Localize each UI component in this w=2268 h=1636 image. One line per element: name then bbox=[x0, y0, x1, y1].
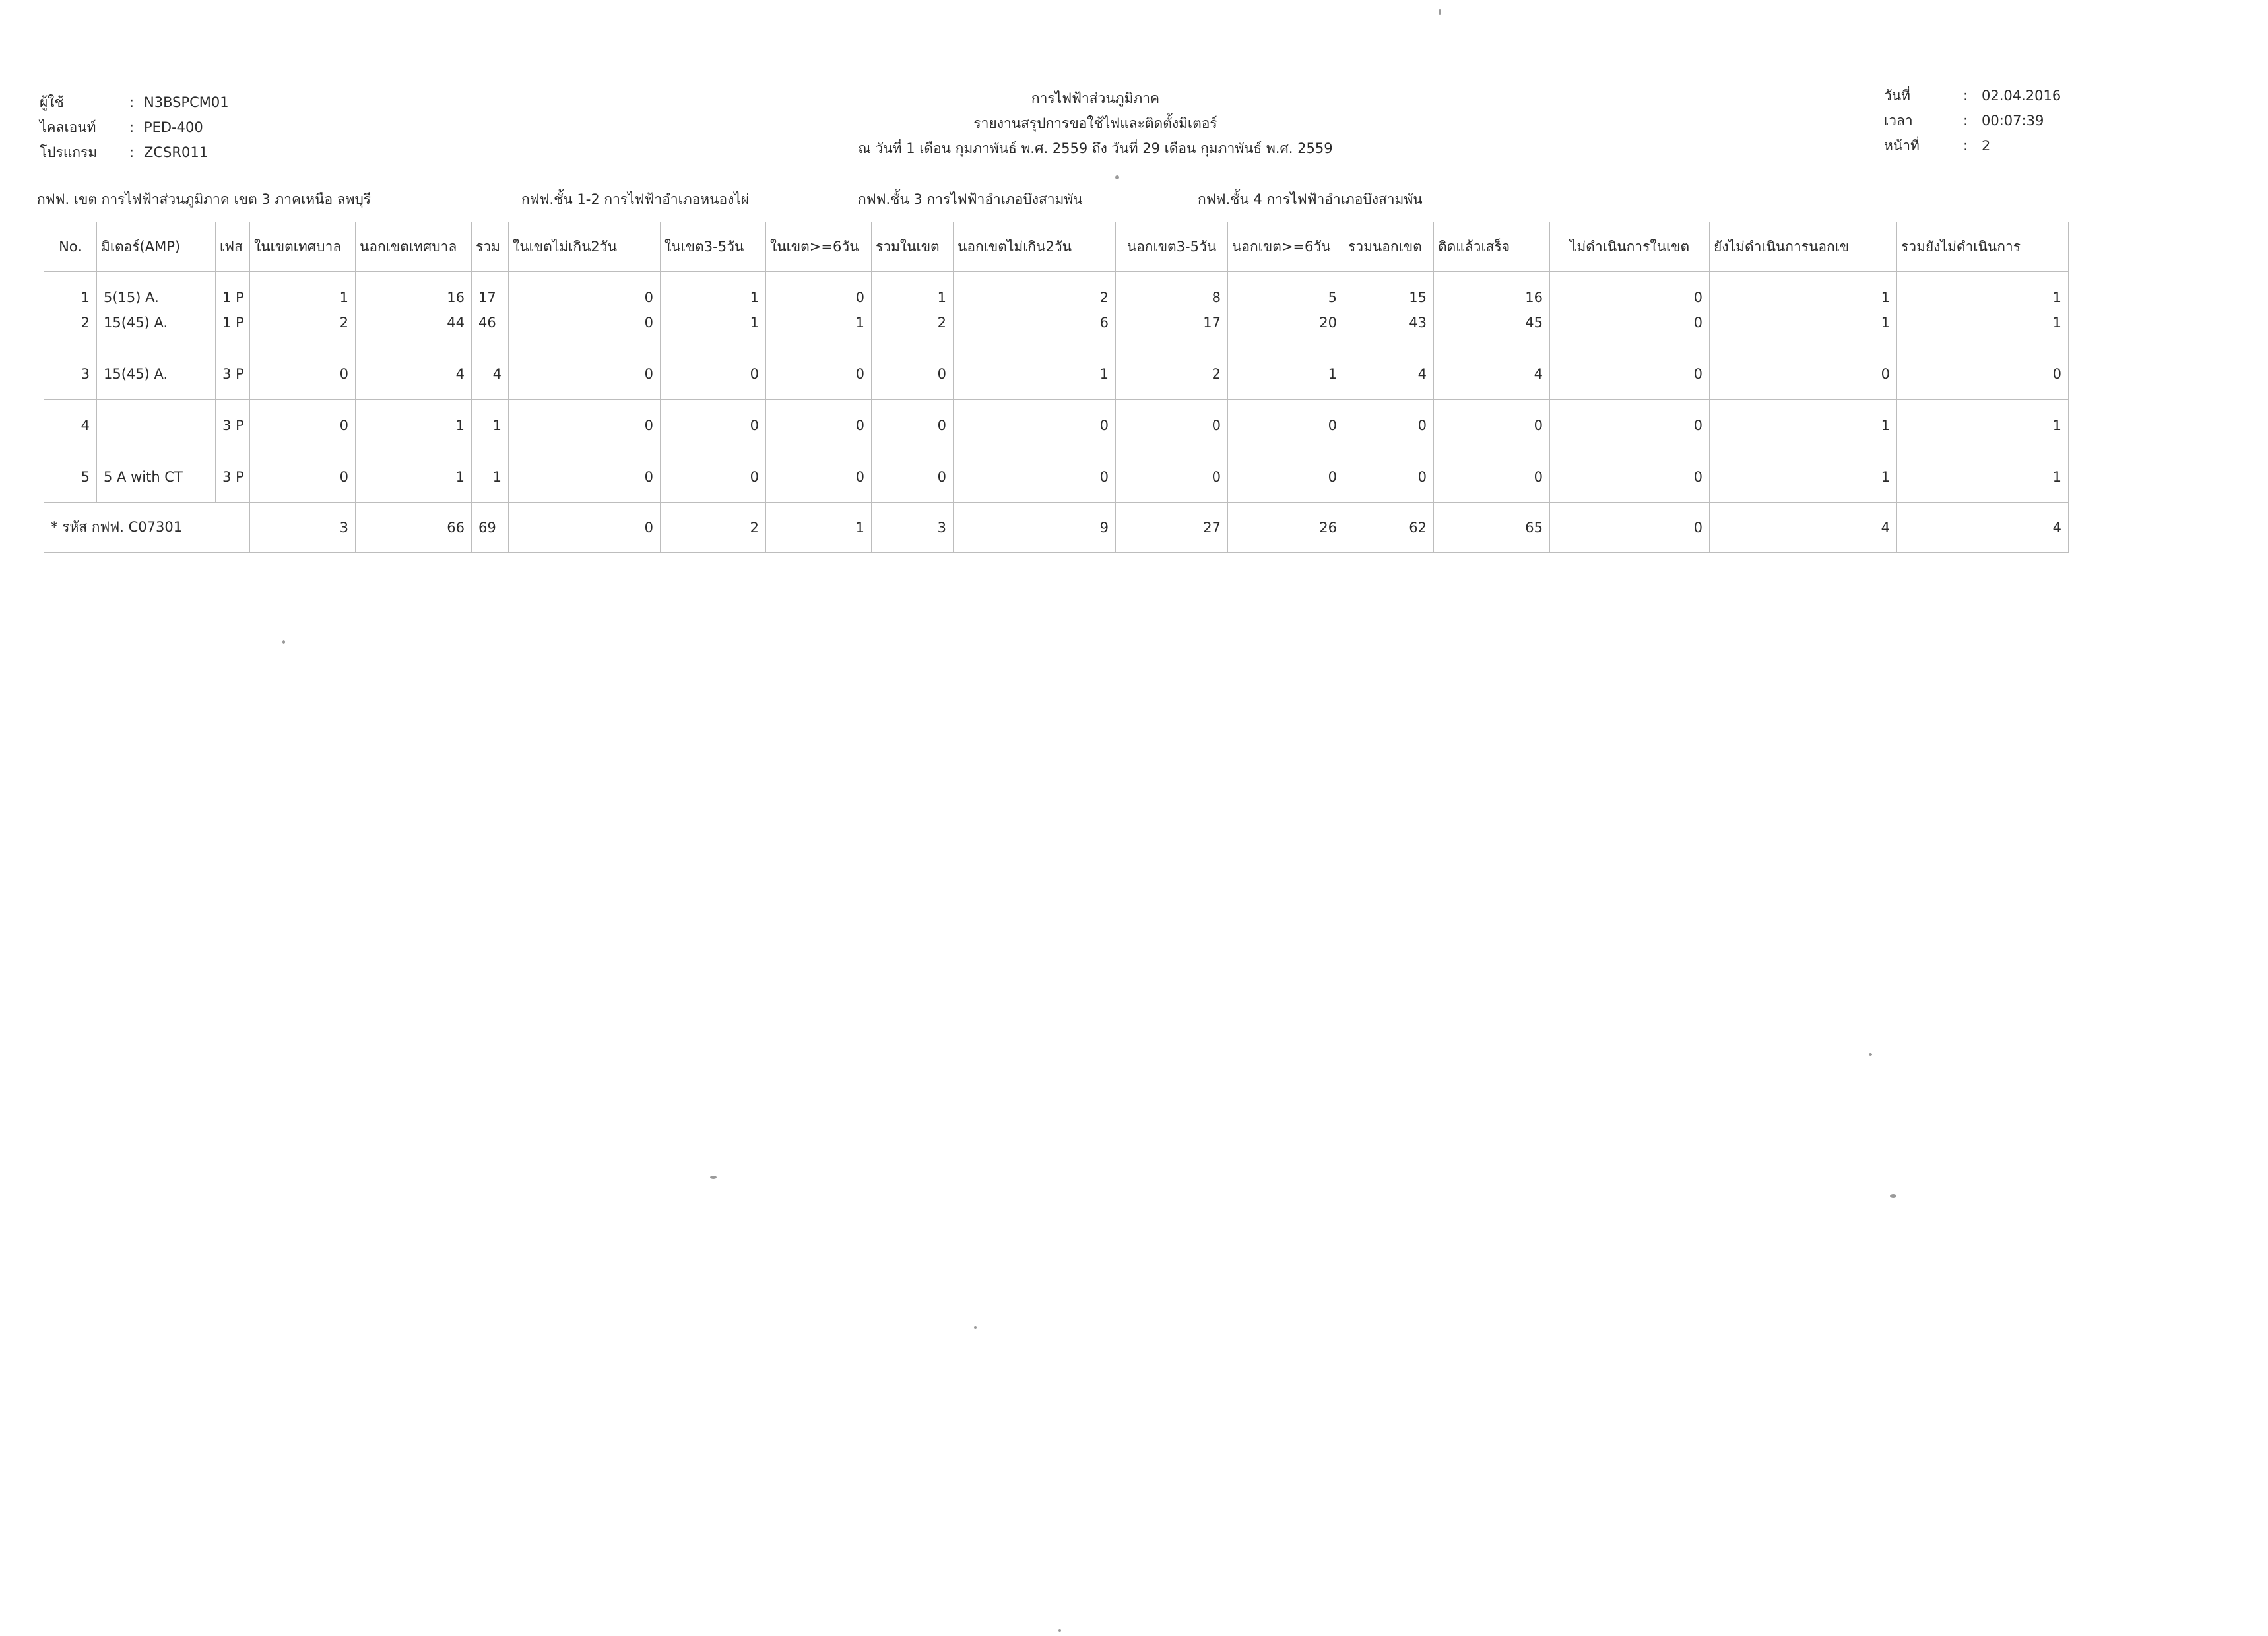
cell-total: 1 bbox=[472, 400, 509, 451]
table-row bbox=[44, 400, 2069, 451]
col-header: รวม bbox=[472, 222, 509, 272]
col-header: ยังไม่ดำเนินการนอกเข bbox=[1710, 222, 1897, 272]
region-zone: กฟฟ. เขต การไฟฟ้าส่วนภูมิภาค เขต 3 ภาคเหนือ ลพบุรี bbox=[37, 191, 372, 207]
table-row bbox=[44, 451, 2069, 503]
cell-not-in: 0 bbox=[1550, 451, 1710, 503]
cell-total: 17 46 bbox=[472, 272, 509, 348]
time-row: เวลา : 00:07:39 bbox=[1884, 108, 2061, 133]
cell-in-total: 1 2 bbox=[872, 272, 954, 348]
cell-out-3-5: 0 bbox=[1116, 400, 1228, 451]
client-row: ไคลเอนท์ : PED-400 bbox=[40, 115, 229, 140]
cell-out-total: 15 43 bbox=[1344, 272, 1434, 348]
cell-in-ge6: 1 bbox=[766, 503, 872, 553]
org-name: การไฟฟ้าส่วนภูมิภาค bbox=[1031, 90, 1160, 106]
col-header: นอกเขตไม่เกิน2วัน bbox=[954, 222, 1116, 272]
col-header: รวมนอกเขต bbox=[1344, 222, 1434, 272]
cell-not-out: 1 bbox=[1710, 451, 1897, 503]
client-label: ไคลเอนท์ bbox=[40, 119, 96, 135]
cell-meter: 15(45) A. bbox=[97, 348, 216, 400]
user-label: ผู้ใช้ bbox=[40, 94, 64, 110]
cell-not-total: 0 bbox=[1897, 348, 2069, 400]
cell-in-3-5: 2 bbox=[661, 503, 766, 553]
total-row-label: * รหัส กฟฟ. C07301 bbox=[44, 503, 250, 553]
header-center-block bbox=[759, 86, 1432, 161]
cell-not-in: 0 0 bbox=[1550, 272, 1710, 348]
scan-speck bbox=[1439, 9, 1441, 15]
cell-done: 0 bbox=[1434, 451, 1550, 503]
cell-done: 0 bbox=[1434, 400, 1550, 451]
scan-speck bbox=[710, 1176, 717, 1179]
cell-not-total: 1 bbox=[1897, 400, 2069, 451]
cell-out-ge6: 0 bbox=[1228, 451, 1344, 503]
cell-no: 3 bbox=[44, 348, 97, 400]
date-label: วันที่ bbox=[1884, 88, 1910, 104]
cell-done: 16 45 bbox=[1434, 272, 1550, 348]
cell-in-muni: 0 bbox=[250, 400, 356, 451]
scan-speck bbox=[974, 1326, 977, 1329]
cell-in-ge6: 0 bbox=[766, 451, 872, 503]
cell-not-out: 1 bbox=[1710, 400, 1897, 451]
scan-speck bbox=[1890, 1194, 1896, 1198]
region-level3: กฟฟ.ชั้น 3 การไฟฟ้าอำเภอบึงสามพัน bbox=[858, 191, 1083, 207]
cell-out-muni: 66 bbox=[356, 503, 472, 553]
cell-in-3-5: 0 bbox=[661, 348, 766, 400]
cell-not-out: 4 bbox=[1710, 503, 1897, 553]
cell-no: 5 bbox=[44, 451, 97, 503]
report-title: รายงานสรุปการขอใช้ไฟและติดตั้งมิเตอร์ bbox=[973, 115, 1217, 131]
user-row: ผู้ใช้ : N3BSPCM01 bbox=[40, 90, 229, 115]
cell-out-muni: 1 bbox=[356, 400, 472, 451]
cell-out-le2: 0 bbox=[954, 451, 1116, 503]
cell-out-3-5: 0 bbox=[1116, 451, 1228, 503]
cell-not-total: 1 bbox=[1897, 451, 2069, 503]
cell-out-le2: 2 6 bbox=[954, 272, 1116, 348]
cell-not-in: 0 bbox=[1550, 400, 1710, 451]
cell-in-ge6: 0 bbox=[766, 348, 872, 400]
cell-phase: 3 P bbox=[216, 451, 250, 503]
program-label: โปรแกรม bbox=[40, 144, 98, 160]
cell-phase: 3 P bbox=[216, 348, 250, 400]
table-header-row bbox=[44, 222, 2069, 272]
cell-total: 69 bbox=[472, 503, 509, 553]
cell-out-3-5: 27 bbox=[1116, 503, 1228, 553]
cell-in-3-5: 0 bbox=[661, 451, 766, 503]
cell-in-muni: 3 bbox=[250, 503, 356, 553]
col-header: เฟส bbox=[216, 222, 250, 272]
cell-out-total: 62 bbox=[1344, 503, 1434, 553]
cell-in-total: 3 bbox=[872, 503, 954, 553]
col-header: นอกเขตเทศบาล bbox=[356, 222, 472, 272]
cell-out-ge6: 5 20 bbox=[1228, 272, 1344, 348]
cell-out-3-5: 8 17 bbox=[1116, 272, 1228, 348]
col-header: No. bbox=[44, 222, 97, 272]
cell-not-total: 4 bbox=[1897, 503, 2069, 553]
cell-out-le2: 1 bbox=[954, 348, 1116, 400]
cell-in-total: 0 bbox=[872, 348, 954, 400]
date-value: 02.04.2016 bbox=[1982, 88, 2061, 104]
cell-out-3-5: 2 bbox=[1116, 348, 1228, 400]
cell-out-total: 4 bbox=[1344, 348, 1434, 400]
table-total-row bbox=[44, 503, 2069, 553]
col-header: ในเขต3-5วัน bbox=[661, 222, 766, 272]
client-value: PED-400 bbox=[144, 119, 203, 135]
cell-no: 4 bbox=[44, 400, 97, 451]
col-header: ในเขตเทศบาล bbox=[250, 222, 356, 272]
region-level4: กฟฟ.ชั้น 4 การไฟฟ้าอำเภอบึงสามพัน bbox=[1198, 191, 1423, 207]
cell-out-muni: 4 bbox=[356, 348, 472, 400]
cell-meter: 5(15) A. 15(45) A. bbox=[97, 272, 216, 348]
cell-in-le2: 0 bbox=[509, 503, 661, 553]
cell-meter: 5 A with CT bbox=[97, 451, 216, 503]
page-label: หน้าที่ bbox=[1884, 138, 1920, 154]
cell-in-le2: 0 0 bbox=[509, 272, 661, 348]
date-row: วันที่ : 02.04.2016 bbox=[1884, 83, 2061, 108]
cell-phase: 3 P bbox=[216, 400, 250, 451]
time-label: เวลา bbox=[1884, 113, 1913, 129]
program-row: โปรแกรม : ZCSR011 bbox=[40, 140, 229, 165]
region-level12: กฟฟ.ชั้น 1-2 การไฟฟ้าอำเภอหนองไผ่ bbox=[521, 191, 750, 207]
col-header: ในเขตไม่เกิน2วัน bbox=[509, 222, 661, 272]
cell-phase: 1 P 1 P bbox=[216, 272, 250, 348]
col-header: นอกเขต>=6วัน bbox=[1228, 222, 1344, 272]
cell-out-ge6: 1 bbox=[1228, 348, 1344, 400]
cell-in-le2: 0 bbox=[509, 348, 661, 400]
time-value: 00:07:39 bbox=[1982, 113, 2044, 129]
cell-in-ge6: 0 1 bbox=[766, 272, 872, 348]
cell-no: 1 2 bbox=[44, 272, 97, 348]
cell-in-3-5: 0 bbox=[661, 400, 766, 451]
cell-done: 4 bbox=[1434, 348, 1550, 400]
col-header: รวมยังไม่ดำเนินการ bbox=[1897, 222, 2069, 272]
col-header: มิเตอร์(AMP) bbox=[97, 222, 216, 272]
cell-in-le2: 0 bbox=[509, 451, 661, 503]
cell-total: 4 bbox=[472, 348, 509, 400]
cell-in-3-5: 1 1 bbox=[661, 272, 766, 348]
cell-in-le2: 0 bbox=[509, 400, 661, 451]
cell-in-muni: 0 bbox=[250, 451, 356, 503]
cell-out-le2: 0 bbox=[954, 400, 1116, 451]
scan-speck bbox=[1869, 1053, 1872, 1056]
user-value: N3BSPCM01 bbox=[144, 94, 229, 110]
col-header: ติดแล้วเสร็จ bbox=[1434, 222, 1550, 272]
cell-out-muni: 1 bbox=[356, 451, 472, 503]
scan-speck bbox=[1058, 1629, 1061, 1632]
cell-not-out: 0 bbox=[1710, 348, 1897, 400]
report-period: ณ วันที่ 1 เดือน กุมภาพันธ์ พ.ศ. 2559 ถึง วันที่ 29 เดือน กุมภาพันธ์ พ.ศ. 2559 bbox=[858, 141, 1333, 156]
table-row bbox=[44, 348, 2069, 400]
cell-out-total: 0 bbox=[1344, 400, 1434, 451]
program-value: ZCSR011 bbox=[144, 144, 209, 160]
col-header: ไม่ดำเนินการในเขต bbox=[1550, 222, 1710, 272]
table-row-group bbox=[44, 272, 2069, 348]
page-value: 2 bbox=[1982, 138, 1991, 154]
cell-out-muni: 16 44 bbox=[356, 272, 472, 348]
col-header: รวมในเขต bbox=[872, 222, 954, 272]
summary-table bbox=[44, 222, 2069, 553]
cell-not-in: 0 bbox=[1550, 503, 1710, 553]
header-right-block bbox=[1884, 83, 2061, 158]
cell-in-total: 0 bbox=[872, 451, 954, 503]
cell-out-le2: 9 bbox=[954, 503, 1116, 553]
cell-out-ge6: 26 bbox=[1228, 503, 1344, 553]
page-row: หน้าที่ : 2 bbox=[1884, 133, 2061, 158]
cell-not-total: 1 1 bbox=[1897, 272, 2069, 348]
cell-out-ge6: 0 bbox=[1228, 400, 1344, 451]
cell-total: 1 bbox=[472, 451, 509, 503]
scan-speck bbox=[282, 640, 285, 644]
cell-in-muni: 0 bbox=[250, 348, 356, 400]
cell-done: 65 bbox=[1434, 503, 1550, 553]
cell-meter bbox=[97, 400, 216, 451]
cell-in-muni: 1 2 bbox=[250, 272, 356, 348]
cell-in-ge6: 0 bbox=[766, 400, 872, 451]
cell-out-total: 0 bbox=[1344, 451, 1434, 503]
col-header: ในเขต>=6วัน bbox=[766, 222, 872, 272]
cell-not-out: 1 1 bbox=[1710, 272, 1897, 348]
cell-in-total: 0 bbox=[872, 400, 954, 451]
col-header: นอกเขต3-5วัน bbox=[1116, 222, 1228, 272]
scan-speck bbox=[1115, 175, 1119, 179]
cell-not-in: 0 bbox=[1550, 348, 1710, 400]
header-left-block bbox=[40, 90, 229, 165]
